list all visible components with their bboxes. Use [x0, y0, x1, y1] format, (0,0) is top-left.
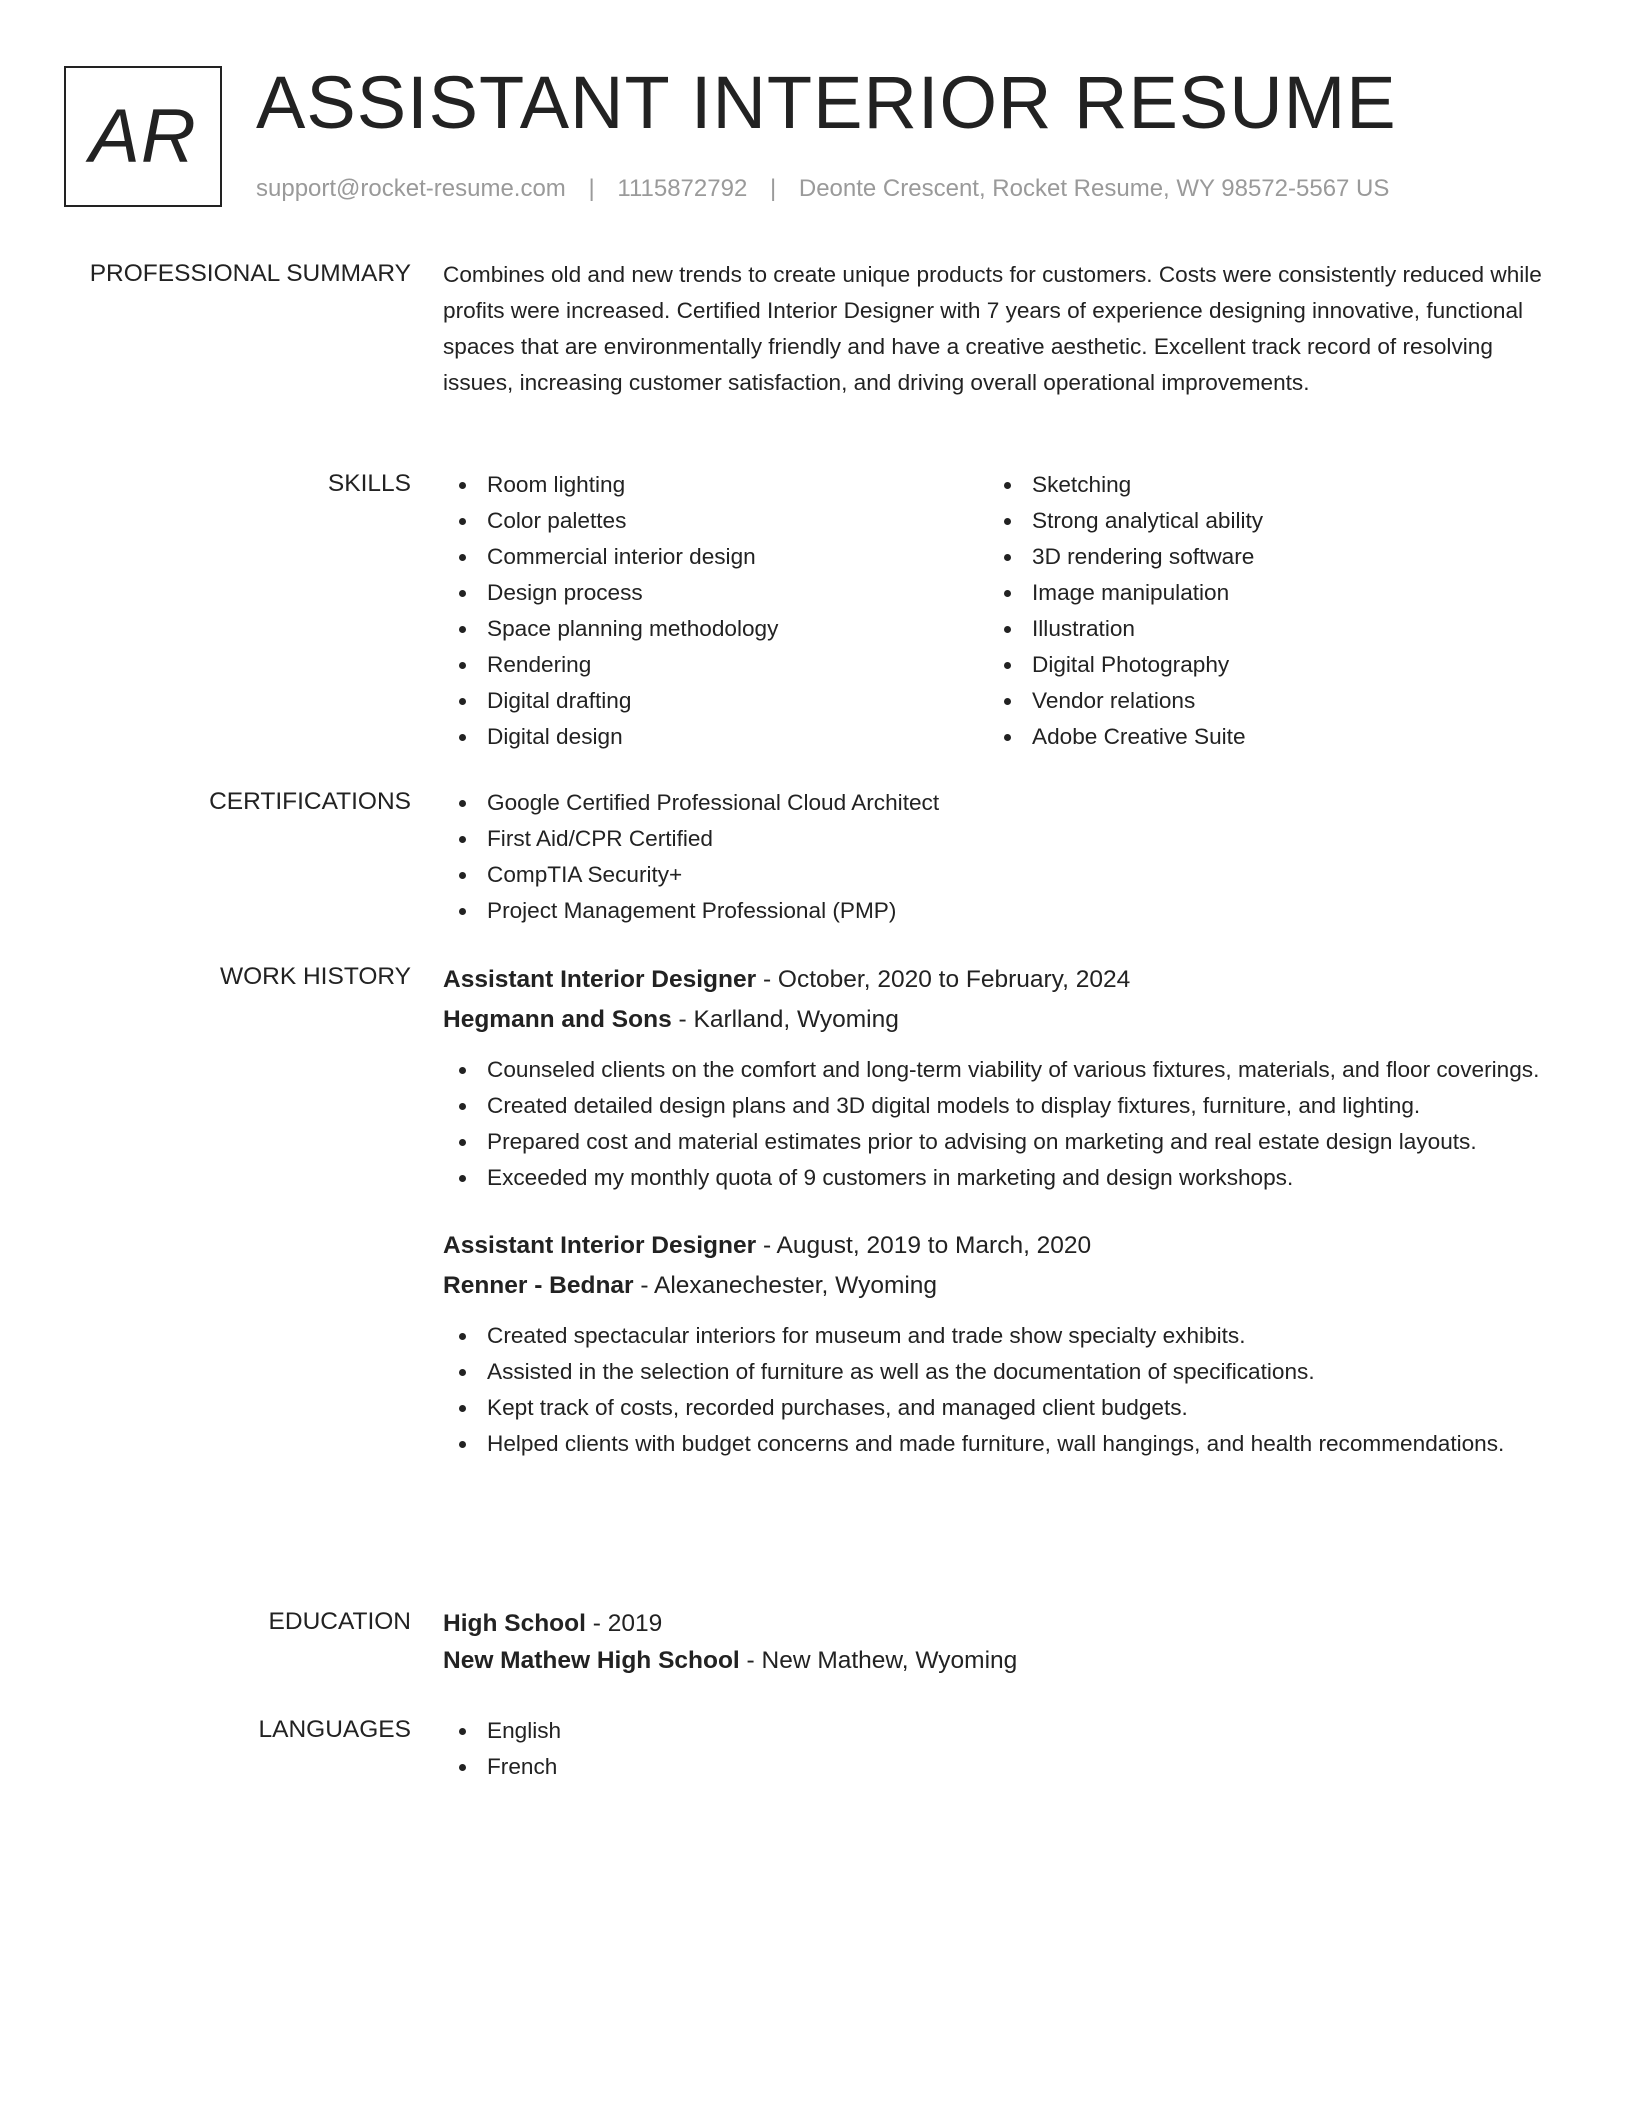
education-location: - New Mathew, Wyoming [739, 1647, 1018, 1674]
job-company-line [443, 1000, 1553, 1040]
job-bullet: Created detailed design plans and 3D digital models to display fixtures, furniture, and lighting. [443, 1088, 1553, 1124]
education-degree-line [443, 1605, 1553, 1642]
job-title-line [443, 960, 1553, 1000]
section-heading-education: EDUCATION [268, 1608, 411, 1635]
skill-item: Vendor relations [988, 683, 1533, 719]
job-location: - Karlland, Wyoming [671, 1006, 899, 1033]
skill-item: Digital drafting [443, 683, 988, 719]
education-degree: High School [443, 1610, 586, 1637]
skill-item: Digital Photography [988, 647, 1533, 683]
job-bullet: Counseled clients on the comfort and long-term viability of various fixtures, materials, and floor coverings. [443, 1052, 1553, 1088]
job-title: Assistant Interior Designer [443, 966, 757, 993]
skill-item: Adobe Creative Suite [988, 719, 1533, 755]
summary-text: Combines old and new trends to create unique products for customers. Costs were consistently reduced while profits were increased. Certified Interior Designer with 7 years of experience designing innovative, functional spaces that are environmentally friendly and have a creative aesthetic. Excellent track record of resolving issues, increasing customer satisfaction, and driving overall operational improvements. [443, 262, 1542, 395]
skill-item: Illustration [988, 611, 1533, 647]
section-heading-work-history: WORK HISTORY [219, 963, 411, 990]
education-school-line [443, 1642, 1553, 1679]
certification-item: First Aid/CPR Certified [443, 821, 1553, 857]
contact-phone[interactable]: 1115872792 [617, 175, 748, 202]
skill-item: Commercial interior design [443, 539, 988, 575]
education-year: - 2019 [585, 1610, 663, 1637]
skill-item: Design process [443, 575, 988, 611]
contact-separator: | [769, 175, 777, 202]
section-heading-certifications: CERTIFICATIONS [209, 788, 411, 815]
job-title: Assistant Interior Designer [443, 1232, 757, 1259]
job-company-line [443, 1266, 1553, 1306]
job-bullet: Kept track of costs, recorded purchases, and managed client budgets. [443, 1390, 1553, 1426]
monogram-logo: AR [64, 66, 222, 207]
skill-item: Strong analytical ability [988, 503, 1533, 539]
certification-item: CompTIA Security+ [443, 857, 1553, 893]
language-item: English [443, 1713, 1553, 1749]
skill-item: Rendering [443, 647, 988, 683]
job-bullet: Created spectacular interiors for museum and trade show specialty exhibits. [443, 1318, 1553, 1354]
skill-item: Sketching [988, 467, 1533, 503]
contact-separator: | [588, 175, 595, 202]
job-dates: - October, 2020 to February, 2024 [756, 966, 1131, 993]
job-company: Renner - Bednar [443, 1272, 634, 1299]
skill-item: 3D rendering software [988, 539, 1533, 575]
skill-item: Image manipulation [988, 575, 1533, 611]
certifications-list [443, 785, 1553, 929]
job-entry [443, 960, 1553, 1196]
job-dates: - August, 2019 to March, 2020 [756, 1232, 1092, 1259]
job-bullet: Exceeded my monthly quota of 9 customers in marketing and design workshops. [443, 1160, 1553, 1196]
resume-title: ASSISTANT INTERIOR RESUME [256, 61, 1397, 144]
job-bullets [443, 1318, 1553, 1462]
certification-item: Project Management Professional (PMP) [443, 893, 1553, 929]
skill-item: Color palettes [443, 503, 988, 539]
skill-item: Digital design [443, 719, 988, 755]
skills-list-right [988, 467, 1533, 755]
skill-item: Space planning methodology [443, 611, 988, 647]
job-bullet: Helped clients with budget concerns and made furniture, wall hangings, and health recommendations. [443, 1426, 1553, 1462]
job-location: - Alexanechester, Wyoming [633, 1272, 938, 1299]
job-title-line [443, 1226, 1553, 1266]
job-company: Hegmann and Sons [443, 1006, 672, 1033]
education-school: New Mathew High School [443, 1647, 740, 1674]
languages-list [443, 1713, 1553, 1785]
contact-email[interactable]: support@rocket-resume.com [256, 175, 566, 202]
job-entry [443, 1226, 1553, 1462]
job-bullet: Prepared cost and material estimates prior to advising on marketing and real estate design layouts. [443, 1124, 1553, 1160]
skills-list-left [443, 467, 988, 755]
job-bullets [443, 1052, 1553, 1196]
contact-address: Deonte Crescent, Rocket Resume, WY 98572-5567 US [798, 175, 1390, 202]
job-bullet: Assisted in the selection of furniture as well as the documentation of specifications. [443, 1354, 1553, 1390]
certification-item: Google Certified Professional Cloud Architect [443, 785, 1553, 821]
section-heading-languages: LANGUAGES [258, 1716, 411, 1743]
skill-item: Room lighting [443, 467, 988, 503]
contact-line [256, 172, 1389, 206]
language-item: French [443, 1749, 1553, 1785]
section-heading-summary: PROFESSIONAL SUMMARY [89, 260, 411, 287]
section-heading-skills: SKILLS [327, 470, 411, 497]
